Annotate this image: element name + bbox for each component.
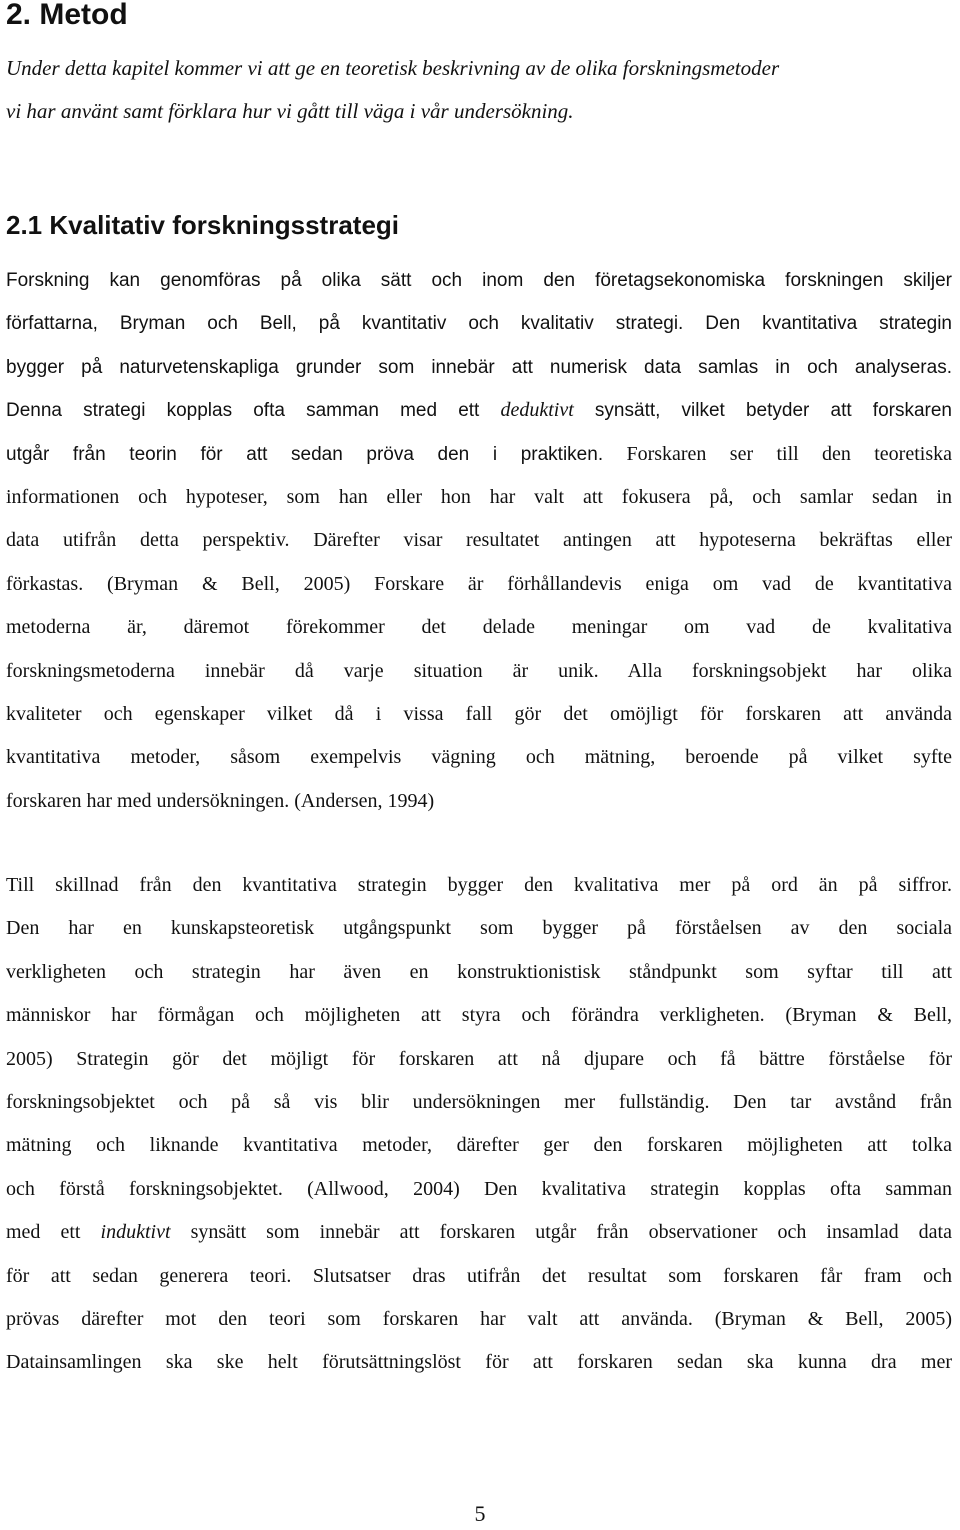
paragraph-line: forskningsmetoderna innebär då varje situation är unik. Alla forskningsobjekt har olika [6,659,952,682]
paragraph-line: prövas därefter mot den teori som forskaren har valt att använda. (Bryman & Bell, 2005) [6,1308,952,1331]
sentence: med ett [6,1221,101,1244]
sentence: synsätt, vilket betyder att forskaren [573,400,952,422]
sentence: Forskaren ser till den teoretiska [603,442,952,465]
paragraph-line: Den har en kunskapsteoretisk utgångspunkt som bygger på förståelsen av den sociala [6,917,952,940]
emphasized-term: induktivt [100,1221,171,1244]
paragraph-line: bygger på naturvetenskapliga grunder som innebär att numerisk data samlas in och analyseras. [6,356,952,378]
emphasized-term: deduktivt [500,399,574,422]
paragraph-line: och förstå forskningsobjektet. (Allwood, 2004) Den kvalitativa strategin kopplas ofta samman [6,1177,952,1200]
intro-line: vi har använt samt förklara hur vi gått till väga i vår undersökning. [6,99,574,123]
paragraph-line: mätning och liknande kvantitativa metoder, därefter ger den forskaren möjligheten att tolka [6,1134,952,1157]
paragraph-line: verkligheten och strategin har även en konstruktionistisk ståndpunkt som syftar till att [6,960,952,983]
paragraph-line: Forskning kan genomföras på olika sätt och inom den företagsekonomiska forskningen skiljer [6,270,952,291]
paragraph-line: informationen och hypoteser, som han eller hon har valt att fokusera på, och samlar sedan in [6,486,952,509]
paragraph-line: Datainsamlingen ska ske helt förutsättningslöst för att forskaren sedan ska kunna dra mer [6,1351,952,1374]
paragraph-qualitative [6,864,952,1385]
paragraph-line: data utifrån detta perspektiv. Därefter visar resultatet antingen att hypoteserna bekräftas eller [6,529,952,552]
chapter-intro [6,47,956,133]
paragraph-line: kvantitativa metoder, såsom exempelvis vägning och mätning, beroende på vilket syfte [6,746,952,769]
subsection-heading: 2.1 Kvalitativ forskningsstrategi [6,210,400,240]
paragraph-line [6,1211,952,1254]
paragraph-line [6,433,952,476]
paragraph-line: metoderna är, däremot förekommer det delade meningar om vad de kvalitativa [6,616,952,639]
paragraph-line: för att sedan generera teori. Slutsatser dras utifrån det resultat som forskaren får fram och [6,1264,952,1287]
paragraph-quantitative [6,259,952,823]
sentence: författarna, Bryman och Bell, på kvantitativ och kvalitativ strategi. [6,313,684,335]
paragraph-line: Till skillnad från den kvantitativa strategin bygger den kvalitativa mer på ord än på siffror. [6,874,952,896]
sentence: Denna strategi kopplas ofta samman med ett [6,400,501,422]
intro-line: Under detta kapitel kommer vi att ge en teoretisk beskrivning av de olika forskningsmetoder [6,56,780,80]
sentence: utgår från teorin för att sedan pröva den i praktiken. [6,443,604,465]
paragraph-line: kvaliteter och egenskaper vilket då i vissa fall gör det omöjligt för forskaren att använda [6,703,952,726]
paragraph-line: forskningsobjektet och på så vis blir undersökningen mer fullständig. Den tar avstånd från [6,1091,952,1114]
paragraph-line: forskaren har med undersökningen. (Andersen, 1994) [6,789,435,812]
chapter-heading: 2. Metod [6,0,128,31]
paragraph-line: förkastas. (Bryman & Bell, 2005) Forskare är förhållandevis eniga om vad de kvantitativa [6,572,952,595]
paragraph-line [6,302,952,345]
paragraph-line: människor har förmågan och möjligheten att styra och förändra verkligheten. (Bryman & Bell, [6,1004,952,1027]
sentence: Den kvantitativa strategin [683,313,952,335]
paragraph-line [6,389,952,432]
sentence: synsätt som innebär att forskaren utgår från observationer och insamlad data [170,1221,952,1244]
page-number: 5 [474,1501,486,1526]
paragraph-line: 2005) Strategin gör det möjligt för forskaren att nå djupare och få bättre förståelse för [6,1047,952,1070]
